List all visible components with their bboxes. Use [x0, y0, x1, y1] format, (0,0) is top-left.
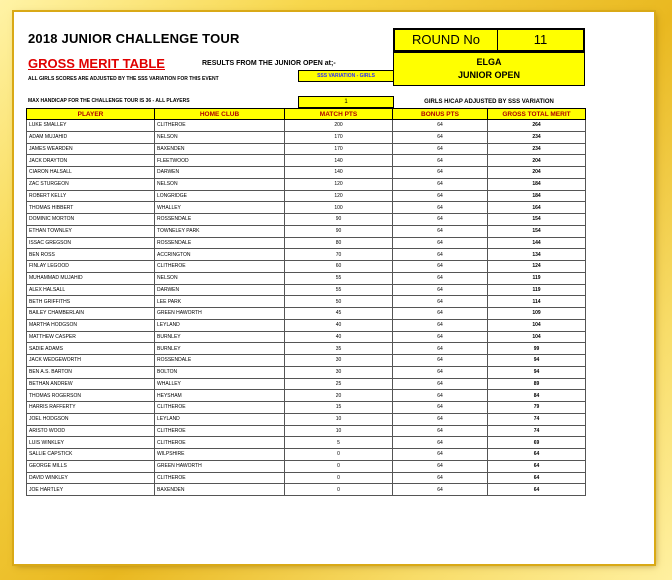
gross-total-merit-cell: 154: [488, 225, 586, 237]
bonus-pts-cell: 64: [393, 319, 488, 331]
player-name-cell: LUKE SMALLEY: [27, 120, 155, 132]
player-name-cell: JAMES WEARDEN: [27, 143, 155, 155]
document-frame: [14, 12, 654, 564]
column-header-gross-total: GROSS TOTAL MERIT: [488, 109, 586, 120]
match-pts-cell: 170: [285, 143, 393, 155]
gross-total-merit-cell: 134: [488, 249, 586, 261]
home-club-cell: WHALLEY: [155, 378, 285, 390]
bonus-pts-cell: 64: [393, 272, 488, 284]
table-row: [27, 343, 586, 355]
gross-total-merit-cell: 234: [488, 131, 586, 143]
gross-total-merit-cell: 104: [488, 319, 586, 331]
bonus-pts-cell: 64: [393, 296, 488, 308]
match-pts-cell: 40: [285, 319, 393, 331]
gross-total-merit-cell: 79: [488, 402, 586, 414]
home-club-cell: WHALLEY: [155, 202, 285, 214]
match-pts-cell: 60: [285, 261, 393, 273]
match-pts-cell: 5: [285, 437, 393, 449]
gross-total-merit-cell: 104: [488, 331, 586, 343]
match-pts-cell: 25: [285, 378, 393, 390]
match-pts-cell: 30: [285, 355, 393, 367]
results-caption: RESULTS FROM THE JUNIOR OPEN at;-: [202, 60, 336, 67]
round-box: [393, 28, 585, 52]
match-pts-cell: 55: [285, 272, 393, 284]
player-name-cell: ZAC STURGEON: [27, 178, 155, 190]
match-pts-cell: 90: [285, 214, 393, 226]
match-pts-cell: 140: [285, 167, 393, 179]
bonus-pts-cell: 64: [393, 237, 488, 249]
match-pts-cell: 90: [285, 225, 393, 237]
match-pts-cell: 70: [285, 249, 393, 261]
girls-handicap-note: GIRLS H/CAP ADJUSTED BY SSS VARIATION: [424, 99, 554, 105]
bonus-pts-cell: 64: [393, 366, 488, 378]
subheader-row: [26, 56, 592, 96]
home-club-cell: NELSON: [155, 131, 285, 143]
table-row: [27, 249, 586, 261]
gross-total-merit-cell: 264: [488, 120, 586, 132]
player-name-cell: JACK DRAYTON: [27, 155, 155, 167]
home-club-cell: ACCRINGTON: [155, 249, 285, 261]
match-pts-cell: 40: [285, 331, 393, 343]
table-row: [27, 131, 586, 143]
home-club-cell: CLITHEROE: [155, 120, 285, 132]
gross-total-merit-cell: 69: [488, 437, 586, 449]
table-row: [27, 355, 586, 367]
gross-total-merit-cell: 144: [488, 237, 586, 249]
bonus-pts-cell: 64: [393, 308, 488, 320]
home-club-cell: TOWNELEY PARK: [155, 225, 285, 237]
player-name-cell: THOMAS ROGERSON: [27, 390, 155, 402]
merit-table: [26, 108, 586, 496]
match-pts-cell: 120: [285, 190, 393, 202]
gross-total-merit-cell: 64: [488, 472, 586, 484]
player-name-cell: ISSAC GREGSON: [27, 237, 155, 249]
merit-sheet: [26, 28, 592, 496]
table-row: [27, 214, 586, 226]
player-name-cell: MUHAMMAD MUJAHID: [27, 272, 155, 284]
table-row: [27, 449, 586, 461]
bonus-pts-cell: 64: [393, 484, 488, 496]
table-row: [27, 178, 586, 190]
gross-total-merit-cell: 99: [488, 343, 586, 355]
player-name-cell: BETHAN ANDREW: [27, 378, 155, 390]
bonus-pts-cell: 64: [393, 472, 488, 484]
home-club-cell: BURNLEY: [155, 331, 285, 343]
bonus-pts-cell: 64: [393, 449, 488, 461]
bonus-pts-cell: 64: [393, 402, 488, 414]
table-row: [27, 143, 586, 155]
home-club-cell: DARWEN: [155, 167, 285, 179]
table-row: [27, 437, 586, 449]
gross-total-merit-cell: 154: [488, 214, 586, 226]
table-row: [27, 190, 586, 202]
gross-total-merit-cell: 64: [488, 460, 586, 472]
home-club-cell: CLITHEROE: [155, 472, 285, 484]
bonus-pts-cell: 64: [393, 413, 488, 425]
table-body: [27, 120, 586, 496]
table-row: [27, 272, 586, 284]
table-row: [27, 413, 586, 425]
home-club-cell: CLITHEROE: [155, 261, 285, 273]
gross-total-merit-cell: 89: [488, 378, 586, 390]
player-name-cell: BAILEY CHAMBERLAIN: [27, 308, 155, 320]
home-club-cell: BOLTON: [155, 366, 285, 378]
home-club-cell: ROSSENDALE: [155, 214, 285, 226]
home-club-cell: LEE PARK: [155, 296, 285, 308]
bonus-pts-cell: 64: [393, 437, 488, 449]
bonus-pts-cell: 64: [393, 355, 488, 367]
gross-total-merit-cell: 124: [488, 261, 586, 273]
max-handicap-note: MAX HANDICAP FOR THE CHALLENGE TOUR IS 36 - ALL PLAYERS: [28, 98, 190, 104]
bonus-pts-cell: 64: [393, 343, 488, 355]
home-club-cell: WILPSHIRE: [155, 449, 285, 461]
bonus-pts-cell: 64: [393, 460, 488, 472]
bonus-pts-cell: 64: [393, 261, 488, 273]
bonus-pts-cell: 64: [393, 202, 488, 214]
match-pts-cell: 55: [285, 284, 393, 296]
gross-total-merit-cell: 204: [488, 155, 586, 167]
table-row: [27, 225, 586, 237]
table-row: [27, 120, 586, 132]
gross-total-merit-cell: 164: [488, 202, 586, 214]
table-row: [27, 167, 586, 179]
home-club-cell: CLITHEROE: [155, 402, 285, 414]
table-row: [27, 308, 586, 320]
match-pts-cell: 0: [285, 460, 393, 472]
player-name-cell: ARISTO WOOD: [27, 425, 155, 437]
event-box: [393, 52, 585, 86]
home-club-cell: BAXENDEN: [155, 484, 285, 496]
gross-total-merit-cell: 204: [488, 167, 586, 179]
match-pts-cell: 30: [285, 366, 393, 378]
home-club-cell: NELSON: [155, 272, 285, 284]
table-row: [27, 331, 586, 343]
match-pts-cell: 170: [285, 131, 393, 143]
player-name-cell: LUIS WINKLEY: [27, 437, 155, 449]
bonus-pts-cell: 64: [393, 331, 488, 343]
girls-adjust-note: ALL GIRLS SCORES ARE ADJUSTED BY THE SSS VARIATION FOR THIS EVENT: [28, 76, 219, 82]
bonus-pts-cell: 64: [393, 190, 488, 202]
round-number: 11: [533, 32, 548, 47]
gross-total-merit-cell: 234: [488, 143, 586, 155]
player-name-cell: SALLIE CAPSTICK: [27, 449, 155, 461]
sss-variation-label: SSS VARIATION - GIRLS: [298, 70, 394, 82]
gross-total-merit-cell: 114: [488, 296, 586, 308]
column-header-match-pts: MATCH PTS: [285, 109, 393, 120]
column-header-player: PLAYER: [27, 109, 155, 120]
gross-total-merit-cell: 74: [488, 413, 586, 425]
player-name-cell: FINLAY LEGOOD: [27, 261, 155, 273]
event-subtitle: JUNIOR OPEN: [457, 70, 520, 80]
player-name-cell: CIARON HALSALL: [27, 167, 155, 179]
table-row: [27, 261, 586, 273]
match-pts-cell: 10: [285, 413, 393, 425]
bonus-pts-cell: 64: [393, 155, 488, 167]
player-name-cell: SADIE ADAMS: [27, 343, 155, 355]
player-name-cell: HARRIS RAFFERTY: [27, 402, 155, 414]
bonus-pts-cell: 64: [393, 284, 488, 296]
table-row: [27, 202, 586, 214]
match-pts-cell: 50: [285, 296, 393, 308]
bonus-pts-cell: 64: [393, 167, 488, 179]
gross-total-merit-cell: 64: [488, 449, 586, 461]
match-pts-cell: 15: [285, 402, 393, 414]
home-club-cell: GREEN HAWORTH: [155, 308, 285, 320]
table-row: [27, 366, 586, 378]
player-name-cell: JACK WEDGEWORTH: [27, 355, 155, 367]
gross-total-merit-cell: 109: [488, 308, 586, 320]
match-pts-cell: 10: [285, 425, 393, 437]
bonus-pts-cell: 64: [393, 249, 488, 261]
table-row: [27, 155, 586, 167]
player-name-cell: BETH GRIFFITHS: [27, 296, 155, 308]
home-club-cell: LEYLAND: [155, 413, 285, 425]
home-club-cell: BAXENDEN: [155, 143, 285, 155]
player-name-cell: DAVID WINKLEY: [27, 472, 155, 484]
page-title: 2018 JUNIOR CHALLENGE TOUR: [28, 31, 240, 46]
match-pts-cell: 0: [285, 472, 393, 484]
gross-total-merit-cell: 184: [488, 178, 586, 190]
gross-total-merit-cell: 64: [488, 484, 586, 496]
player-name-cell: BEN A.S. BARTON: [27, 366, 155, 378]
gross-total-merit-cell: 184: [488, 190, 586, 202]
player-name-cell: ADAM MUJAHID: [27, 131, 155, 143]
match-pts-cell: 20: [285, 390, 393, 402]
player-name-cell: JOEL HODGSON: [27, 413, 155, 425]
bonus-pts-cell: 64: [393, 178, 488, 190]
player-name-cell: BEN ROSS: [27, 249, 155, 261]
table-row: [27, 460, 586, 472]
home-club-cell: ROSSENDALE: [155, 237, 285, 249]
home-club-cell: FLEETWOOD: [155, 155, 285, 167]
player-name-cell: ETHAN TOWNLEY: [27, 225, 155, 237]
player-name-cell: JOE HARTLEY: [27, 484, 155, 496]
home-club-cell: LEYLAND: [155, 319, 285, 331]
table-header-row: [27, 109, 586, 120]
sss-variation-value: 1: [298, 96, 394, 108]
table-row: [27, 390, 586, 402]
match-pts-cell: 120: [285, 178, 393, 190]
table-row: [27, 284, 586, 296]
event-name: ELGA: [476, 57, 502, 67]
bonus-pts-cell: 64: [393, 131, 488, 143]
table-row: [27, 402, 586, 414]
bonus-pts-cell: 64: [393, 390, 488, 402]
home-club-cell: DARWEN: [155, 284, 285, 296]
table-row: [27, 378, 586, 390]
home-club-cell: GREEN HAWORTH: [155, 460, 285, 472]
match-pts-cell: 0: [285, 449, 393, 461]
player-name-cell: MARTHA HODGSON: [27, 319, 155, 331]
home-club-cell: CLITHEROE: [155, 425, 285, 437]
player-name-cell: ALEX HALSALL: [27, 284, 155, 296]
player-name-cell: DOMINIC MORTON: [27, 214, 155, 226]
match-pts-cell: 100: [285, 202, 393, 214]
match-pts-cell: 140: [285, 155, 393, 167]
match-pts-cell: 200: [285, 120, 393, 132]
column-header-home-club: HOME CLUB: [155, 109, 285, 120]
bonus-pts-cell: 64: [393, 120, 488, 132]
home-club-cell: ROSSENDALE: [155, 355, 285, 367]
home-club-cell: LONGRIDGE: [155, 190, 285, 202]
table-row: [27, 296, 586, 308]
match-pts-cell: 0: [285, 484, 393, 496]
player-name-cell: THOMAS HIBBERT: [27, 202, 155, 214]
column-header-bonus-pts: BONUS PTS: [393, 109, 488, 120]
match-pts-cell: 35: [285, 343, 393, 355]
player-name-cell: MATTHEW CASPER: [27, 331, 155, 343]
table-title: GROSS MERIT TABLE: [28, 56, 165, 71]
table-row: [27, 319, 586, 331]
home-club-cell: HEYSHAM: [155, 390, 285, 402]
gross-total-merit-cell: 84: [488, 390, 586, 402]
gross-total-merit-cell: 119: [488, 272, 586, 284]
table-row: [27, 237, 586, 249]
home-club-cell: BURNLEY: [155, 343, 285, 355]
bonus-pts-cell: 64: [393, 214, 488, 226]
gross-total-merit-cell: 74: [488, 425, 586, 437]
gross-total-merit-cell: 94: [488, 366, 586, 378]
handicap-row: [26, 96, 592, 108]
bonus-pts-cell: 64: [393, 225, 488, 237]
gross-total-merit-cell: 94: [488, 355, 586, 367]
table-row: [27, 484, 586, 496]
player-name-cell: GEORGE MILLS: [27, 460, 155, 472]
table-row: [27, 472, 586, 484]
header-row: [26, 28, 592, 52]
match-pts-cell: 45: [285, 308, 393, 320]
match-pts-cell: 80: [285, 237, 393, 249]
gross-total-merit-cell: 119: [488, 284, 586, 296]
bonus-pts-cell: 64: [393, 378, 488, 390]
table-row: [27, 425, 586, 437]
bonus-pts-cell: 64: [393, 143, 488, 155]
home-club-cell: NELSON: [155, 178, 285, 190]
bonus-pts-cell: 64: [393, 425, 488, 437]
home-club-cell: CLITHEROE: [155, 437, 285, 449]
round-label: ROUND No: [395, 30, 498, 50]
player-name-cell: ROBERT KELLY: [27, 190, 155, 202]
